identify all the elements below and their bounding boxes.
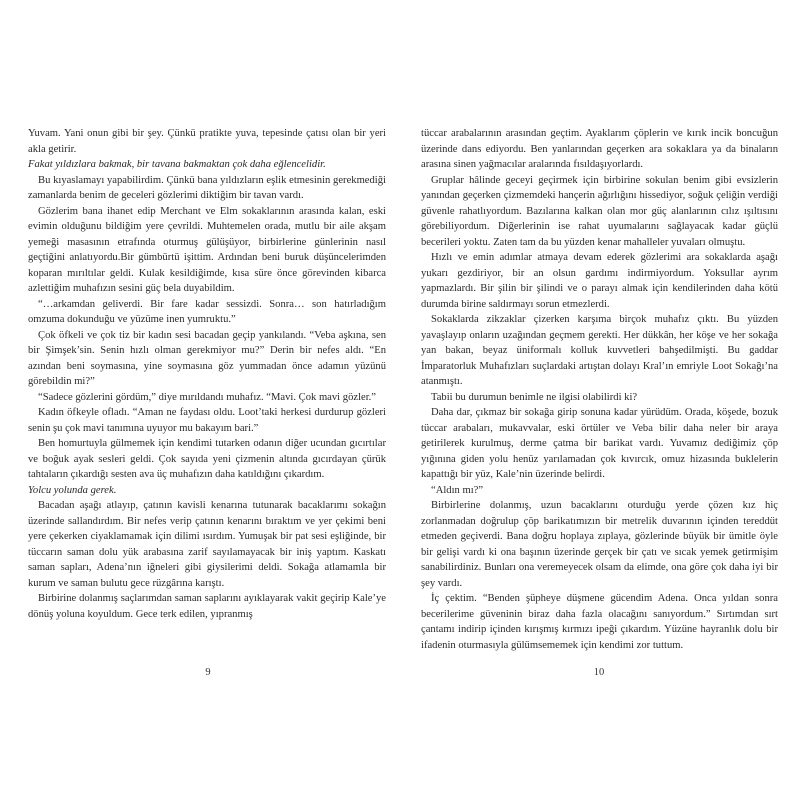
paragraph: Daha dar, çıkmaz bir sokağa girip sonuna kadar yürüdüm. Orada, köşede, bozuk tüccar arabaları, mukavvalar, eski örtüler ve Veba bilir daha neler bir araya getirilerek kurulmuş, derme çatma bir barikat vardı. Yuvamız dediğimiz çöp yığınına giden yolu henüz yarılamadan çok kıvırcık, omuz hizasında buklelerin kapattığı bir yüz, Kale’nin üzerinde belirdi.	[421, 407, 778, 480]
paragraph: “…arkamdan geliverdi. Bir fare kadar sessizdi. Sonra… son hatırladığım omzuma dokunduğu ve yüzüme inen yumruktu.”	[28, 298, 386, 325]
page-number-left: 9	[205, 667, 211, 678]
paragraph: Bu kıyaslamayı yapabilirdim. Çünkü bana yıldızların eşlik etmesinin gerekmediği zamanlarda benim de geceleri gözlerimi diktiğim bir tavan vardı.	[28, 174, 386, 201]
paragraph: tüccar arabalarının arasından geçtim. Ayaklarım çöplerin ve kırık incik boncuğun üzerinde dans ediyordu. Ben yanlarından geçerken ara sokaklara ya da binaların arasına sinen yağmacılar aralarında fısıldaşıyorlardı.	[421, 128, 778, 170]
paragraph: Hızlı ve emin adımlar atmaya devam ederek gözlerimi ara sokaklarda aşağı yukarı gezdiriyor, bir an olsun gardımı indirmiyordum. Yoksullar ayrım yapmazlardı. Bir şilin bir şilindi ve o parayı almak için kendilerinden daha kötü durumda birine saldırmayı sorun etmezlerdi.	[421, 252, 778, 310]
paragraph: Sokaklarda zikzaklar çizerken karşıma birçok muhafız çıktı. Bu yüzden yavaşlayıp onların uzağından geçmem gerekti. Her dükkân, her köşe ve her sokağa yan bakan, beyaz üniformalı kolluk kuvvetleri bahşedilmişti. Bu gaddar İmparatorluk Muhafızları suçlardaki artıştan dolayı Kral’ın emriyle Loot Sokağı’na atanmıştı.	[421, 314, 778, 387]
paragraph: Tabii bu durumun benimle ne ilgisi olabilirdi ki?	[431, 391, 638, 403]
paragraph: “Aldın mı?”	[431, 484, 484, 496]
paragraph: Gözlerim bana ihanet edip Merchant ve Elm sokaklarının arasında kalan, eski evimin olduğunu bildiğim yere çevrildi. Muhtemelen orada, mutlu bir aile akşam yemeği masasının etrafında oturmuş gülüşüyor, birbirlerine günlerinin nasıl geçtiğini anlatıyordu.Bir gümbürtü işittim. Ardından beni buruk düşüncelerimden koparan mırıltılar geldi. Kulak kesildiğimde, kısa süre önce görevinden kibarca azlettiğim muhafızın sesini güç bela duyabildim.	[28, 205, 386, 294]
paragraph: Birbirine dolanmış saçlarımdan saman saplarını ayıklayarak vakit geçirip Kale’ye dönüş yoluna koyuldum. Gece terk edilen, yıpranmış	[28, 593, 386, 620]
paragraph: Çok öfkeli ve çok tiz bir kadın sesi bacadan geçip yankılandı. “Veba aşkına, sen bir Şimşek’sin. Senin hızlı olman gerekmiyor mu?” Derin bir nefes aldı. “En azından beni soymasına, yine soymasına göz yummadan önce adamın yüzünü görebildin mi?”	[28, 329, 386, 387]
paragraph: Kadın öfkeyle ofladı. “Aman ne faydası oldu. Loot’taki herkesi durdurup gözleri senin şu çok mavi tanımına uyuyor mu bakayım bari.”	[28, 407, 386, 434]
paragraph: Bacadan aşağı atlayıp, çatının kavisli kenarına tutunarak bacaklarımı sokağın üzerinde sallandırdım. Bir nefes verip çatının kenarını bıraktım ve yer çekimi beni yere çekerken ciyaklamamak için dilimi ısırdım. Yumuşak bir pat sesi eşliğinde, bir tüccarın saman dolu yük arabasına zarif sayılamayacak bir iniş yaptım. Kaskatı saman sapları, Adena’nın iğneleri gibi giysilerimi deldi. Sokağa atlamamla bir kurum ve saman bulutu gece rüzgârına karıştı.	[28, 500, 386, 589]
paragraph: “Sadece gözlerini gördüm,” diye mırıldandı muhafız. “Mavi. Çok mavi gözler.”	[38, 391, 377, 403]
page-number-right: 10	[593, 667, 605, 678]
paragraph: İç çektim. “Benden şüpheye düşmene gücendim Adena. Onca yıldan sonra becerilerime güveninin biraz daha fazla olacağını sanıyordum.” Sırtımdan sırt çantamı indirip içinden kırışmış kırmızı ipeği çıkardım. Yüzüne hayranlık dolu bir ifadenin oturmasıyla gülümsememek için kendimi zor tuttum.	[421, 593, 778, 651]
left-page-text	[28, 126, 386, 622]
italic-paragraph: Yolcu yolunda gerek.	[28, 484, 117, 496]
paragraph: Gruplar hâlinde geceyi geçirmek için birbirine sokulan benim gibi evsizlerin yanından geçerken çizmemdeki hançerin ağırlığını hissediyor, soğuk çeliğin verdiği güvenle rahatlıyordum. Bazılarına kalkan olan mor güç alanlarının cılız ışıltısını görebiliyordum. Diğerlerinin ise rahat uyumalarını sağlayacak kadar güçlü becerileri yoktu. Zaten tam da bu yüzden kenar mahalleler yuvaları olmuştu.	[421, 174, 778, 248]
italic-paragraph: Fakat yıldızlara bakmak, bir tavana bakmaktan çok daha eğlencelidir.	[28, 159, 326, 170]
right-page-text	[421, 126, 778, 653]
paragraph: Ben homurtuyla gülmemek için kendimi tutarken odanın diğer ucundan gıcırtılar ve boğuk ayak sesleri geldi. Çok sayıda yeni çizmenin altında gıcırdayan çürük tahtaların çıkardığı sesten ava üç muhafızın daha katıldığını çıkardım.	[28, 438, 386, 480]
paragraph: Yuvam. Yani onun gibi bir şey. Çünkü pratikte yuva, tepesinde çatısı olan bir yeri akla getirir.	[28, 128, 386, 155]
paragraph: Birbirlerine dolanmış, uzun bacaklarını oturduğu yerde çözen kız hiç zorlanmadan doğrulup çöp barikatımızın bir metrelik duvarının içinden tereddüt etmeden geçiverdi. Bana doğru hoplaya zıplaya, gözlerinde büyük bir ümitle öyle bir gelişi vardı ki ona başının üzerinde gerçek bir çatı ve sıcak yemek getirmişim sanabilirdiniz. Bunları ona veremeyecek olsam da elimde, ona göre çok daha iyi bir şey vardı.	[421, 500, 778, 589]
